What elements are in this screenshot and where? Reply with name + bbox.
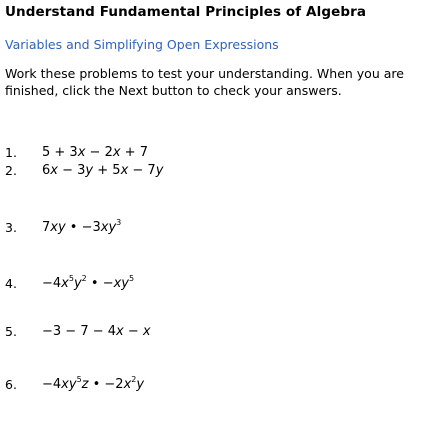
problem-expression: 6x − 3y + 5x − 7y — [42, 163, 164, 178]
problem-item — [5, 220, 415, 240]
page-title: Understand Fundamental Principles of Algebra — [5, 4, 367, 20]
instructions-text: Work these problems to test your understanding. When you are finished, click the Next button to check your answers. — [5, 66, 404, 98]
problem-number: 5. — [5, 324, 17, 339]
problem-item — [5, 276, 415, 296]
problem-expression: −3 − 7 − 4x − x — [42, 324, 151, 339]
problem-number: 3. — [5, 220, 17, 235]
problem-number: 4. — [5, 276, 17, 291]
problem-expression: 7xy • $-3xy^3$ — [42, 218, 122, 235]
problem-expression: $-4x^5y^2$ • $-xy^5$ — [42, 274, 135, 291]
problem-number: 6. — [5, 377, 17, 392]
page-subtitle: Variables and Simplifying Open Expressions — [5, 37, 279, 52]
problem-expression: $-4xy^5z$ • $-2x^2y$ — [42, 375, 145, 392]
problem-number: 2. — [5, 163, 17, 178]
problem-item — [5, 324, 415, 344]
problem-item — [5, 377, 415, 397]
problem-number: 1. — [5, 145, 17, 160]
problem-expression: 5 + 3x − 2x + 7 — [42, 145, 148, 160]
problem-item — [5, 163, 415, 183]
